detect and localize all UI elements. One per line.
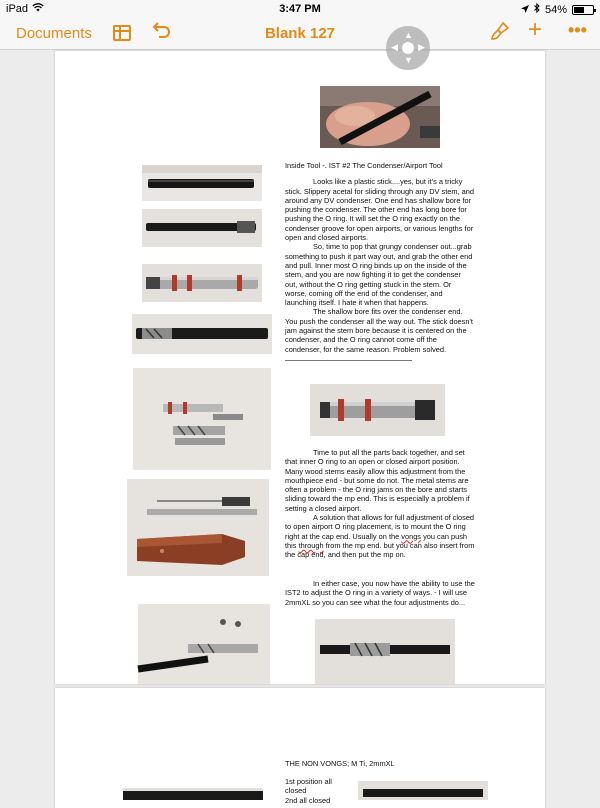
- page-2-positions[interactable]: [285, 777, 355, 805]
- paragraph-2: So, time to pop that grungy condenser out...grab something to push it part way out, and grab the other end and pull. Inner most O ring binds up on the inside of the stem, and you are now fighting it to get the condenser out, without the O ring getting stuck in the stem. Or worse, coming off the end of the condenser, and launching itself. I hate it when that happens.: [285, 242, 473, 308]
- paintbrush-icon[interactable]: [490, 21, 510, 46]
- device-name: iPad: [6, 3, 29, 15]
- more-icon[interactable]: •••: [568, 20, 587, 40]
- toolbar: [0, 18, 600, 50]
- text-block-summary[interactable]: [285, 579, 475, 607]
- document-title[interactable]: Blank 127: [264, 25, 336, 42]
- nav-left-icon[interactable]: ◀: [391, 42, 398, 52]
- text-block-intro[interactable]: [285, 161, 475, 354]
- photo-parts-bottom-left[interactable]: [138, 604, 270, 684]
- position-line-2: closed: [285, 786, 307, 796]
- photo-page-2-left[interactable]: [123, 788, 263, 800]
- page-2-heading: THE NON VONGS; M Ti, 2mmXL: [285, 759, 395, 768]
- photo-black-stick-2[interactable]: [142, 209, 262, 247]
- section-heading: Inside Tool -. IST #2 The Condenser/Airport Tool: [285, 161, 443, 170]
- paragraph-6: In either case, you now have the ability to use the IST2 to adjust the O ring in a variety of ways. - I will use 2mmXL so you can see what the four adjustments do...: [285, 579, 475, 607]
- bluetooth-icon: [534, 3, 540, 16]
- documents-button[interactable]: Documents: [16, 25, 92, 42]
- paragraph-3: The shallow bore fits over the condenser end. You push the condenser all the way out. The stick doesn't jam against the stem bore because it is centered on the condenser, and the O ring cannot come off the condenser, for the same reason. Problem solved.: [285, 307, 473, 354]
- battery-icon: [572, 5, 594, 15]
- photo-hand-holding-tool[interactable]: [320, 86, 440, 148]
- status-bar: [0, 0, 600, 18]
- paragraph-5-c: from the mp end. but you can also insert from the cap end, and then put the mp on.: [285, 540, 475, 560]
- spellcheck-word-1[interactable]: vongs: [401, 531, 422, 541]
- nav-right-icon[interactable]: ▶: [418, 42, 425, 52]
- paragraph-4: Time to put all the parts back together, and set that inner O ring to an open or closed airport position. Many wood stems easily allow this adjustment from the mouthpiece end - but some do not. The metal stems are often a problem - the O ring jams on the bore and starts sliding toward the mp end. This is especially a problem if setting a closed airport.: [285, 448, 470, 513]
- position-line-1: 1st position all: [285, 777, 332, 786]
- spellcheck-word-2[interactable]: through: [298, 540, 324, 550]
- photo-condenser-orings[interactable]: [142, 264, 262, 302]
- nav-center[interactable]: [402, 42, 414, 54]
- nav-down-icon[interactable]: ▼: [404, 55, 413, 65]
- horizontal-rule: [285, 360, 412, 361]
- paragraph-1: Looks like a plastic stick....yes, but it's a tricky stick. Slippery acetal for sliding through any DV stem, and around any DV condenser. One end has shallow bore for pushing the condenser. The other end has long bore for pushing the O ring. It will set the O ring exactly on the condenser groove for open airports, or various lengths for open and closed airports.: [285, 177, 474, 243]
- photo-stem-and-wood[interactable]: [127, 479, 269, 576]
- battery-percent: 54%: [544, 3, 567, 16]
- photo-assembled-bottom-right[interactable]: [315, 619, 455, 684]
- photo-disassembled-parts[interactable]: [133, 368, 271, 470]
- position-line-3: 2nd all closed: [285, 795, 331, 805]
- status-right: [521, 3, 594, 16]
- location-arrow-icon: [521, 4, 529, 16]
- photo-condenser-in-stick[interactable]: [132, 314, 272, 354]
- document-page-2[interactable]: [55, 688, 545, 808]
- photo-black-stick-1[interactable]: [142, 165, 262, 201]
- document-page-1[interactable]: [55, 51, 545, 684]
- plus-icon[interactable]: +: [528, 16, 543, 43]
- text-block-assembly[interactable]: [285, 448, 475, 560]
- navigator-dpad-icon[interactable]: [386, 26, 430, 70]
- status-time: 3:47 PM: [279, 3, 321, 15]
- photo-page-2-right[interactable]: [358, 781, 488, 800]
- paragraph-5-a: A solution that allows for full adjustment of closed to open airport O ring placement, is to mount the O ring right at the cap end. Usually on the: [285, 513, 475, 541]
- paragraph-5: [285, 513, 475, 559]
- paragraph-5-b: you can push this: [285, 531, 468, 550]
- photo-condenser-closeup[interactable]: [310, 384, 445, 436]
- nav-up-icon[interactable]: ▲: [404, 30, 413, 40]
